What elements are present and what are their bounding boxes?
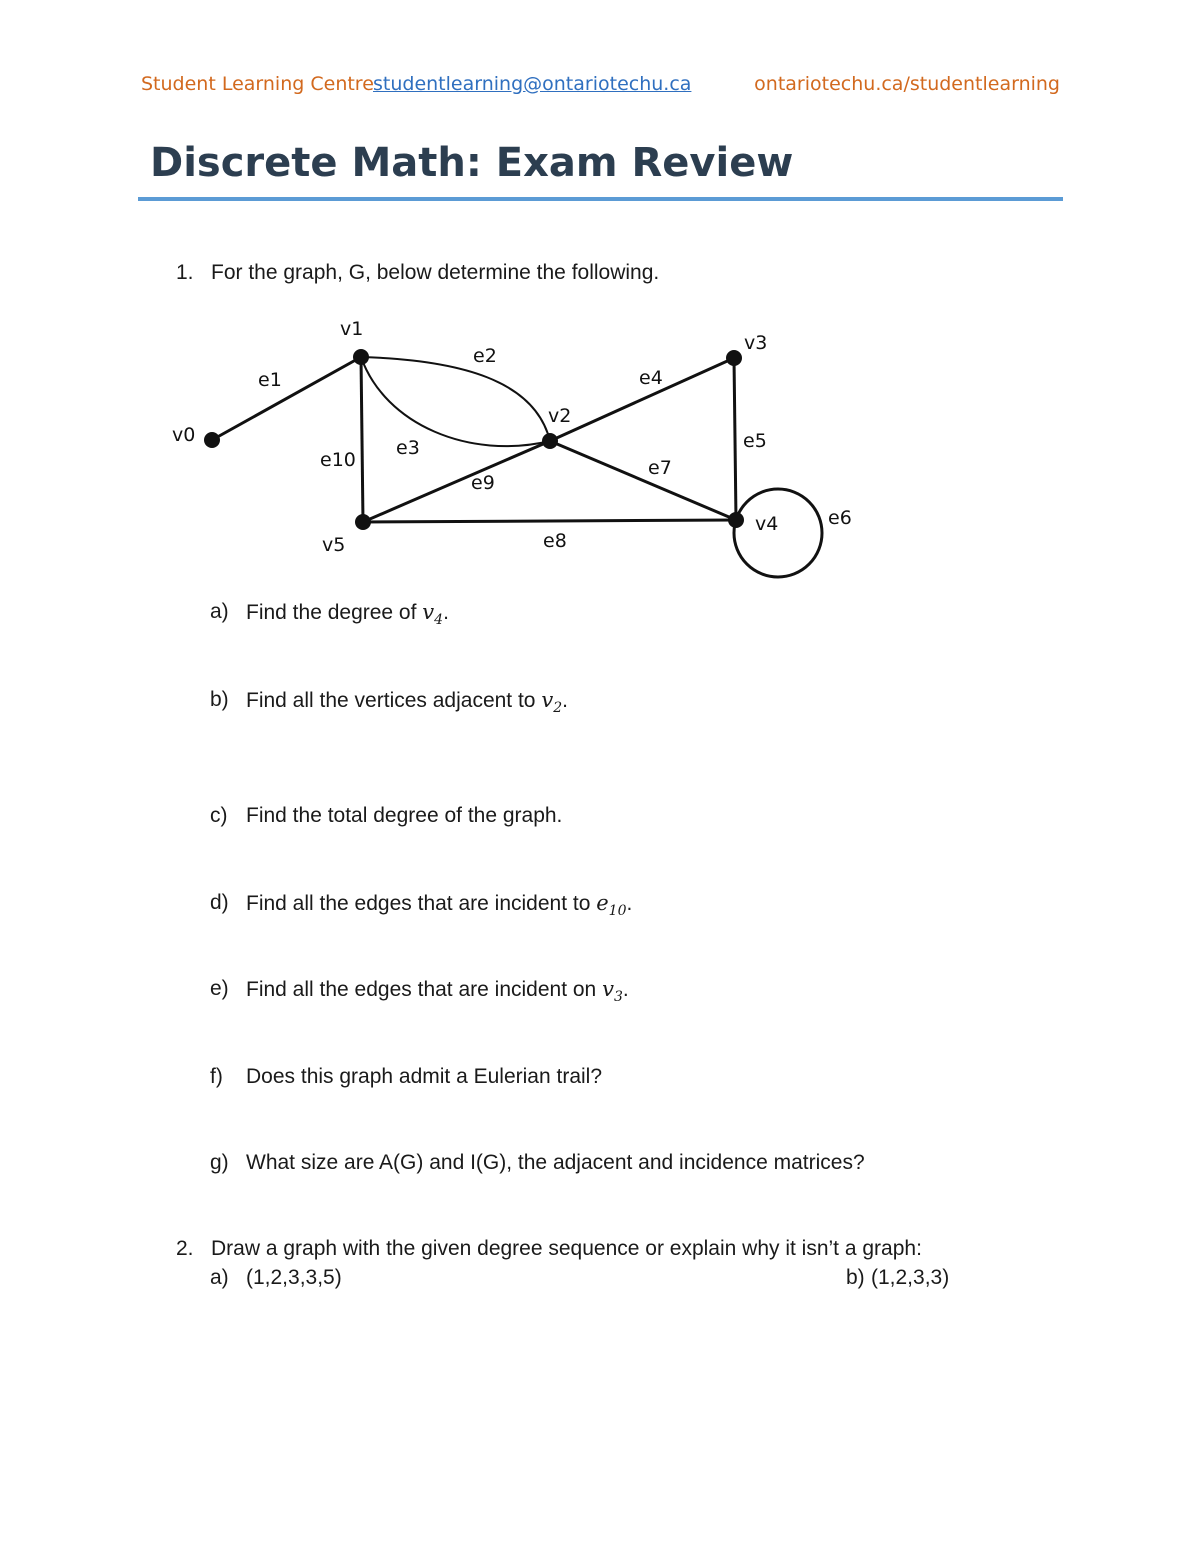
header-email-link[interactable]: studentlearning@ontariotechu.ca: [373, 73, 692, 95]
header-centre-name: Student Learning Centre: [141, 73, 374, 95]
vertex-label-v2: v2: [548, 405, 572, 427]
edge-e5: [734, 358, 736, 520]
part-text: Find all the edges that are incident on $v_3$.: [246, 977, 629, 1006]
edge-label-e5: e5: [743, 430, 767, 452]
edge-label-e7: e7: [648, 457, 672, 479]
page-title: Discrete Math: Exam Review: [150, 140, 794, 186]
vertex-v0: [204, 432, 220, 448]
degree-sequence-b: (1,2,3,3): [871, 1266, 950, 1289]
math-term: $v_2$: [541, 688, 563, 717]
part-text: Find the total degree of the graph.: [246, 804, 563, 827]
edge-label-e4: e4: [639, 367, 663, 389]
math-term: $v_3$: [602, 977, 623, 1006]
edge-label-e8: e8: [543, 530, 567, 552]
title-divider: [138, 197, 1063, 201]
edge-e8: [363, 520, 736, 522]
part-label: g): [210, 1151, 229, 1174]
part-label: a): [210, 600, 229, 623]
part-label: b): [210, 688, 229, 711]
part-text: Find all the vertices adjacent to $v_2$.: [246, 688, 568, 717]
vertex-v4: [728, 512, 744, 528]
part-label: b): [846, 1266, 865, 1289]
vertex-label-v0: v0: [172, 424, 196, 446]
vertex-v2: [542, 433, 558, 449]
edge-label-e6: e6: [828, 507, 852, 529]
part-label: f): [210, 1065, 223, 1088]
edge-e3: [361, 357, 550, 446]
part-text: Does this graph admit a Eulerian trail?: [246, 1065, 603, 1088]
edge-label-e3: e3: [396, 437, 420, 459]
header-website-link[interactable]: ontariotechu.ca/studentlearning: [754, 73, 1060, 95]
edge-label-e9: e9: [471, 472, 495, 494]
edge-e10: [361, 357, 363, 522]
vertex-v5: [355, 514, 371, 530]
vertex-label-v1: v1: [340, 318, 364, 340]
edge-label-e10: e10: [320, 449, 356, 471]
part-label: d): [210, 891, 229, 914]
vertex-v1: [353, 349, 369, 365]
math-term: $v_4$: [422, 600, 444, 629]
part-label: e): [210, 977, 229, 1000]
degree-sequence-a: (1,2,3,3,5): [246, 1266, 342, 1289]
question-2-number: 2.: [176, 1237, 194, 1260]
part-text: Find the degree of $v_4$.: [246, 600, 449, 629]
edge-e9: [363, 441, 550, 522]
part-label: c): [210, 804, 228, 827]
vertex-label-v3: v3: [744, 332, 768, 354]
math-term: $e_{10}$: [596, 891, 627, 920]
vertex-v3: [726, 350, 742, 366]
question-2-text: Draw a graph with the given degree sequence or explain why it isn’t a graph:: [211, 1237, 922, 1260]
vertex-label-v4: v4: [755, 513, 779, 535]
part-text: What size are A(G) and I(G), the adjacent and incidence matrices?: [246, 1151, 865, 1174]
edge-e2: [361, 357, 550, 441]
graph-g-diagram: [160, 305, 880, 595]
edge-e1: [212, 357, 361, 440]
part-label: a): [210, 1266, 229, 1289]
edge-label-e2: e2: [473, 345, 497, 367]
question-1-text: For the graph, G, below determine the following.: [211, 261, 660, 284]
question-1-number: 1.: [176, 261, 194, 284]
vertex-label-v5: v5: [322, 534, 346, 556]
part-text: Find all the edges that are incident to $e_{10}$.: [246, 891, 633, 920]
edge-label-e1: e1: [258, 369, 282, 391]
edge-e7: [550, 441, 736, 520]
